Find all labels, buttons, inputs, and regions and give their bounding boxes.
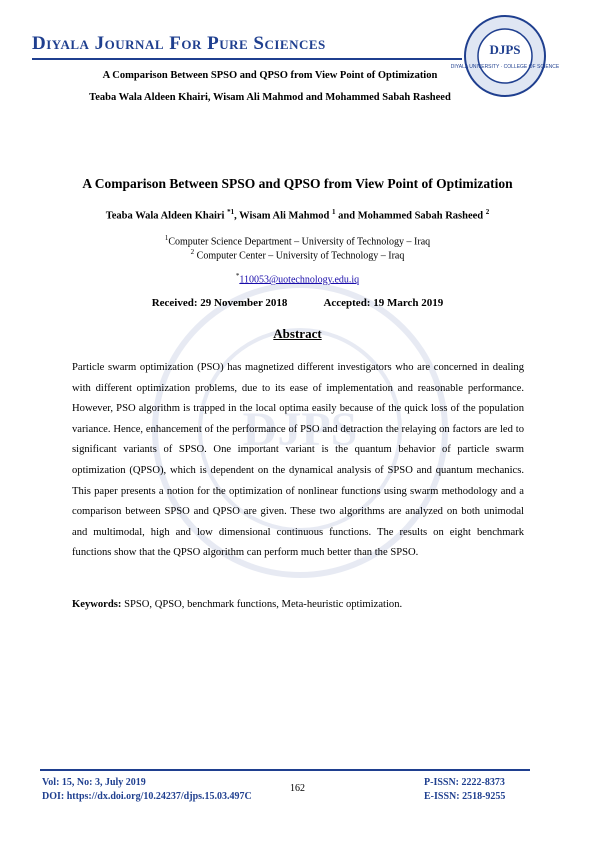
dates-line bbox=[40, 297, 555, 309]
footer-divider bbox=[40, 769, 530, 771]
pissn: P-ISSN: 2222-8373 bbox=[424, 777, 505, 788]
keywords-label: Keywords: bbox=[72, 599, 122, 610]
author-name: Teaba Wala Aldeen Khairi bbox=[105, 210, 225, 222]
svg-text:DJPS: DJPS bbox=[242, 403, 358, 456]
author-sup: 2 bbox=[485, 208, 490, 216]
author-name: Wisam Ali Mahmod bbox=[239, 210, 330, 222]
doi-link[interactable]: DOI: https://dx.doi.org/10.24237/djps.15.03.497C bbox=[42, 791, 252, 802]
abstract-text: Particle swarm optimization (PSO) has magnetized different investigators who are concerned in dealing with different optimization problems, due to its ease of implementation and reasonable performance. However, PSO algorithm is trapped in the local optima easily because of the quick loss of the population variance. Hence, enhancement of the performance of PSO and detraction the relaying on factors are led to significant variants of SPSO. One important variant is the quantum behavior of particle swarm optimization (QPSO), which is dependent on the dynamical analysis of SPSO and quantum mechanics. This paper presents a notion for the optimization of nonlinear functions using swarm methodology and a comparison between SPSO and QPSO are given. These two algorithms are analyzed on both unimodal and multimodal, high and low dimensional continuous functions. The results on eight benchmark functions show that the QPSO algorithm can perform much better than the SPSO. bbox=[72, 362, 524, 559]
author-list: Teaba Wala Aldeen Khairi $^{*1}$, Wisam Ali Mahmod $^1$ and Mohammed Sabah Rasheed $^2$ bbox=[105, 208, 490, 222]
corresponding-email: *110053@uotechnology.edu.iq bbox=[235, 272, 360, 286]
eissn: E-ISSN: 2518-9255 bbox=[424, 791, 506, 802]
running-header-title: A Comparison Between SPSO and QPSO from View Point of Optimization bbox=[102, 70, 438, 81]
author-name: Mohammed Sabah Rasheed bbox=[357, 210, 484, 222]
logo-text: DJPS bbox=[489, 42, 521, 57]
email-link[interactable]: 110053@uotechnology.edu.iq bbox=[239, 274, 360, 286]
logo-ring-text: DIYALA UNIVERSITY · COLLEGE OF SCIENCE bbox=[450, 64, 560, 70]
journal-title: Diyala Journal For Pure Sciences bbox=[32, 33, 326, 54]
footer-right bbox=[424, 776, 505, 804]
affiliation-1: $^1$Computer Science Department – University of Technology – Iraq bbox=[164, 234, 431, 248]
volume-info: Vol: 15, No: 3, July 2019 bbox=[42, 777, 146, 788]
keywords bbox=[72, 599, 524, 610]
header-divider bbox=[32, 58, 462, 60]
author-sup: *1 bbox=[227, 208, 235, 216]
page-number: 162 bbox=[290, 783, 305, 794]
abstract-heading: Abstract bbox=[273, 326, 322, 341]
received-date: Received: 29 November 2018 bbox=[151, 297, 288, 309]
footer-left bbox=[42, 776, 252, 804]
running-header-authors: Teaba Wala Aldeen Khairi, Wisam Ali Mahmod and Mohammed Sabah Rasheed bbox=[89, 92, 451, 103]
keywords-list: SPSO, QPSO, benchmark functions, Meta-heuristic optimization. bbox=[124, 599, 403, 610]
affiliation-2: $^2$ Computer Center – University of Technology – Iraq bbox=[190, 248, 405, 262]
accepted-date: Accepted: 19 March 2019 bbox=[323, 297, 444, 309]
journal-logo-icon bbox=[450, 14, 560, 98]
paper-title: A Comparison Between SPSO and QPSO from View Point of Optimization bbox=[82, 176, 513, 191]
author-sup: 1 bbox=[332, 208, 336, 216]
